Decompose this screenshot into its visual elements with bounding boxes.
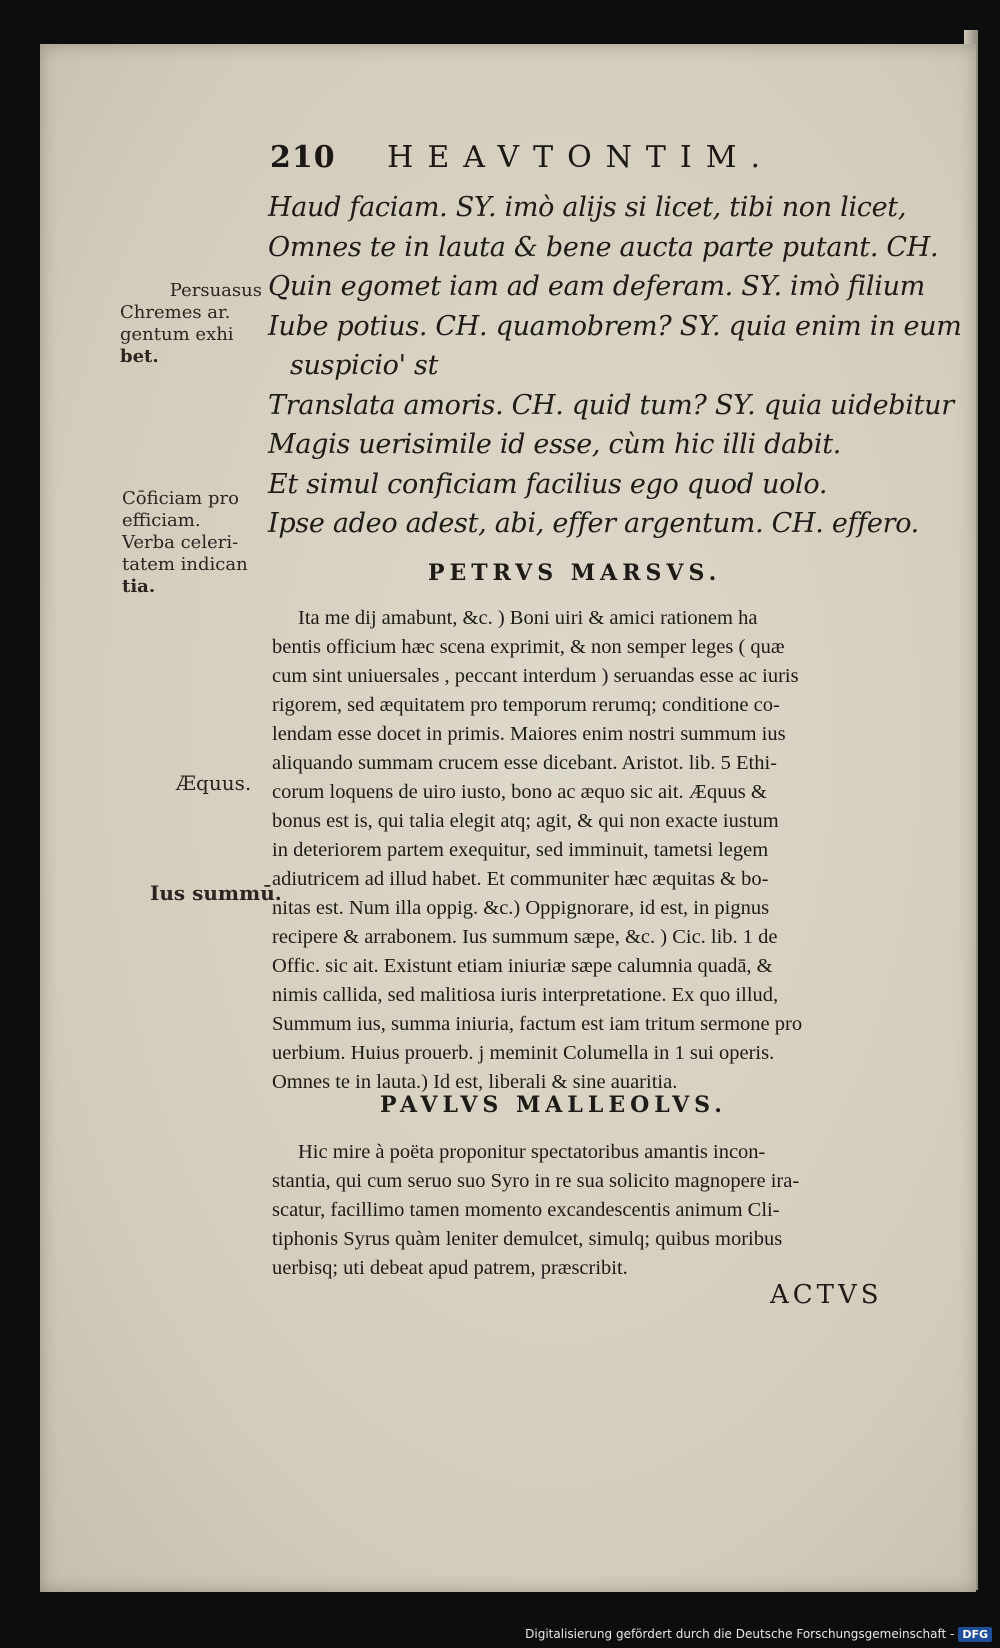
catchword: ACTVS bbox=[770, 1280, 883, 1310]
commentary-line: Hic mire à poëta proponitur spectatoribus amantis incon- bbox=[298, 1141, 766, 1163]
verse-line: Ipse adeo adest, abi, effer argentum. CH. effero. bbox=[268, 508, 919, 539]
verse-block bbox=[268, 188, 962, 544]
commentary-line: in deteriorem partem exequitur, sed imminuit, tametsi legem bbox=[272, 839, 769, 861]
commentary-line: bonus est is, qui talia elegit atq; agit, & qui non exacte iustum bbox=[272, 810, 779, 832]
commentary-line: Ita me dij amabunt, &c. ) Boni uiri & amici rationem ha bbox=[298, 607, 758, 629]
commentary-line: adiutricem ad illud habet. Et communiter hæc æquitas & bo- bbox=[272, 868, 769, 890]
margin-note-conficiam bbox=[122, 488, 262, 598]
section-title-paulus-malleolus: PAVLVS MALLEOLVS. bbox=[380, 1092, 727, 1118]
margin-note-line: Cōficiam pro bbox=[122, 488, 239, 509]
margin-note-line: bet. bbox=[120, 346, 159, 367]
verse-line: Magis uerisimile id esse, cùm hic illi dabit. bbox=[268, 429, 842, 460]
commentary-line: recipere & arrabonem. Ius summum sæpe, &c. ) Cic. lib. 1 de bbox=[272, 926, 778, 948]
verse-line: Iube potius. CH. quamobrem? SY. quia enim in eum bbox=[268, 310, 962, 342]
commentary-line: scatur, facillimo tamen momento excandescentis animum Cli- bbox=[272, 1199, 780, 1221]
commentary-paulus-malleolus bbox=[272, 1138, 904, 1283]
commentary-petrus-marsus bbox=[272, 604, 904, 1097]
margin-note-ius-summum: Ius summū. bbox=[150, 881, 282, 905]
commentary-line: cum sint uniuersales , peccant interdum ) seruandas esse ac iuris bbox=[272, 665, 799, 687]
commentary-line: corum loquens de uiro iusto, bono ac æquo sic ait. Æquus & bbox=[272, 781, 767, 803]
commentary-line: uerbisq; uti debeat apud patrem, præscribit. bbox=[272, 1257, 628, 1279]
margin-note-line: Chremes ar. bbox=[120, 302, 231, 323]
verse-line: Quin egomet iam ad eam deferam. SY. imò filium bbox=[268, 271, 925, 302]
commentary-line: Summum ius, summa iniuria, factum est iam tritum sermone pro bbox=[272, 1013, 803, 1035]
margin-note-line: tia. bbox=[122, 576, 156, 597]
commentary-line: uerbium. Huius prouerb. j meminit Columella in 1 sui operis. bbox=[272, 1042, 775, 1064]
commentary-line: aliquando summam crucem esse dicebant. Aristot. lib. 5 Ethi- bbox=[272, 752, 777, 774]
commentary-line: nimis callida, sed malitiosa iuris interpretatione. Ex quo illud, bbox=[272, 984, 779, 1006]
commentary-line: rigorem, sed æquitatem pro temporum rerumq; conditione co- bbox=[272, 694, 780, 716]
commentary-line: Omnes te in lauta.) Id est, liberali & sine auaritia. bbox=[272, 1071, 678, 1093]
commentary-line: bentis officium hæc scena exprimit, & non semper leges ( quæ bbox=[272, 636, 785, 658]
dfg-logo: DFG bbox=[958, 1627, 992, 1642]
margin-note-line: Verba celeri- bbox=[122, 532, 239, 553]
commentary-line: stantia, qui cum seruo suo Syro in re sua solicito magnopere ira- bbox=[272, 1170, 800, 1192]
verse-line: Omnes te in lauta & bene aucta parte putant. CH. bbox=[268, 231, 939, 263]
page-number: 210 bbox=[270, 140, 336, 175]
commentary-line: Offic. sic ait. Existunt etiam iniuriæ sæpe calumnia quadā, & bbox=[272, 955, 773, 977]
margin-note-line: tatem indican bbox=[122, 554, 248, 575]
margin-note-persuasus bbox=[120, 280, 262, 368]
verse-line: Et simul conficiam facilius ego quod uolo. bbox=[268, 468, 828, 500]
section-title-petrus-marsus: PETRVS MARSVS. bbox=[428, 560, 722, 586]
commentary-line: nitas est. Num illa oppig. &c.) Oppignorare, id est, in pignus bbox=[272, 897, 770, 919]
commentary-line: lendam esse docet in primis. Maiores enim nostri summum ius bbox=[272, 723, 786, 745]
digitization-footer bbox=[525, 1627, 992, 1642]
footer-text: Digitalisierung gefördert durch die Deutsche Forschungsgemeinschaft - bbox=[525, 1627, 955, 1641]
verse-line: suspicio' st bbox=[290, 350, 439, 381]
running-header bbox=[270, 140, 774, 175]
margin-note-line: Persuasus bbox=[169, 280, 262, 301]
running-title: HEAVTONTIM. bbox=[387, 140, 775, 175]
commentary-line: tiphonis Syrus quàm leniter demulcet, simulq; quibus moribus bbox=[272, 1228, 783, 1250]
margin-note-line: gentum exhi bbox=[120, 324, 234, 345]
margin-note-aequus: Æquus. bbox=[176, 771, 252, 795]
verse-line: Translata amoris. CH. quid tum? SY. quia uidebitur bbox=[268, 389, 954, 421]
margin-note-line: efficiam. bbox=[122, 510, 201, 531]
verse-line: Haud faciam. SY. imò alijs si licet, tibi non licet, bbox=[268, 192, 907, 223]
